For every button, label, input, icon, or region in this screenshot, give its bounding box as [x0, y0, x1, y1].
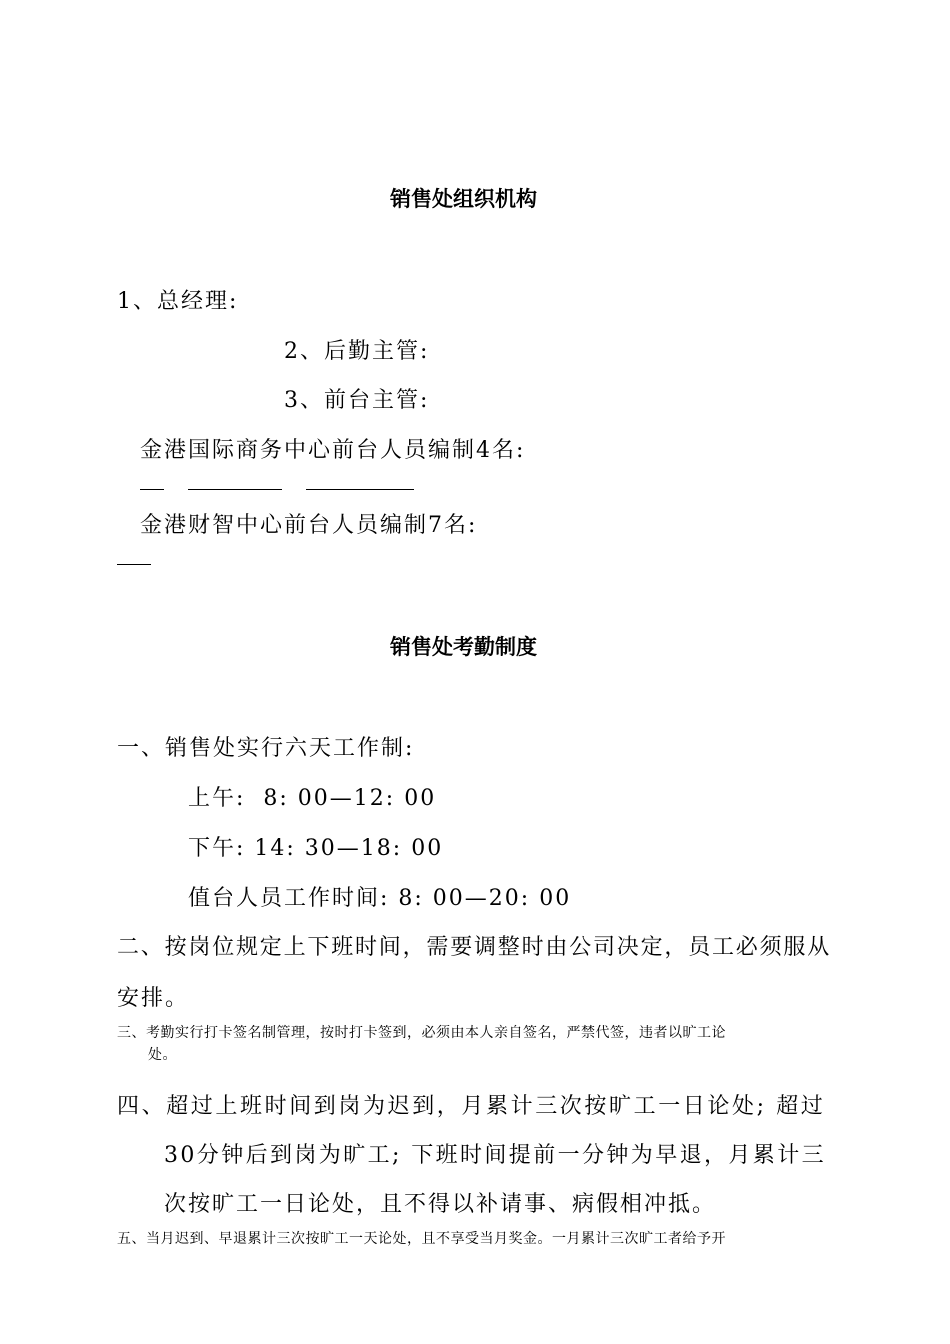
attendance-morning-hours: 上午: 8: 00—12: 00 — [188, 786, 437, 811]
attendance-para-4-line-3: 次按旷工一日论处，且不得以补请事、病假相冲抵。 — [164, 1192, 717, 1217]
org-staffing-line-1: 金港国际商务中心前台人员编制4名: — [140, 438, 526, 463]
attendance-para-2-line-2: 安排。 — [117, 986, 190, 1011]
attendance-para-2-line-1: 二、按岗位规定上下班时间，需要调整时由公司决定，员工必须服从 — [117, 935, 832, 960]
attendance-afternoon-hours: 下午: 14: 30—18: 00 — [188, 836, 444, 861]
attendance-para-4-line-1: 四、超过上班时间到岗为迟到，月累计三次按旷工一日论处; 超过 — [117, 1094, 826, 1119]
attendance-para-3-line-1: 三、考勤实行打卡签名制管理，按时打卡签到，必须由本人亲自签名，严禁代签，违者以旷工论 — [117, 1025, 726, 1041]
blank-line-1b — [188, 489, 282, 490]
attendance-para-1: 一、销售处实行六天工作制: — [117, 736, 415, 761]
org-staffing-line-2: 金港财智中心前台人员编制7名: — [140, 513, 478, 538]
attendance-para-3-line-2: 处。 — [148, 1047, 177, 1063]
org-item-logistics-supervisor: 2、后勤主管: — [284, 339, 430, 364]
attendance-duty-hours: 值台人员工作时间: 8: 00—20: 00 — [188, 886, 572, 911]
org-item-general-manager: 1、总经理: — [117, 289, 239, 314]
blank-line-2 — [117, 564, 151, 565]
org-item-front-desk-supervisor: 3、前台主管: — [284, 388, 430, 413]
org-title: 销售处组织机构 — [390, 187, 537, 211]
blank-line-1c — [306, 489, 414, 490]
attendance-para-4-line-2: 30分钟后到岗为旷工; 下班时间提前一分钟为早退，月累计三 — [164, 1143, 827, 1168]
attendance-title: 销售处考勤制度 — [390, 635, 537, 659]
blank-line-1a — [140, 489, 164, 490]
attendance-para-5-line-1: 五、当月迟到、早退累计三次按旷工一天论处，且不享受当月奖金。一月累计三次旷工者给予开 — [117, 1231, 726, 1247]
